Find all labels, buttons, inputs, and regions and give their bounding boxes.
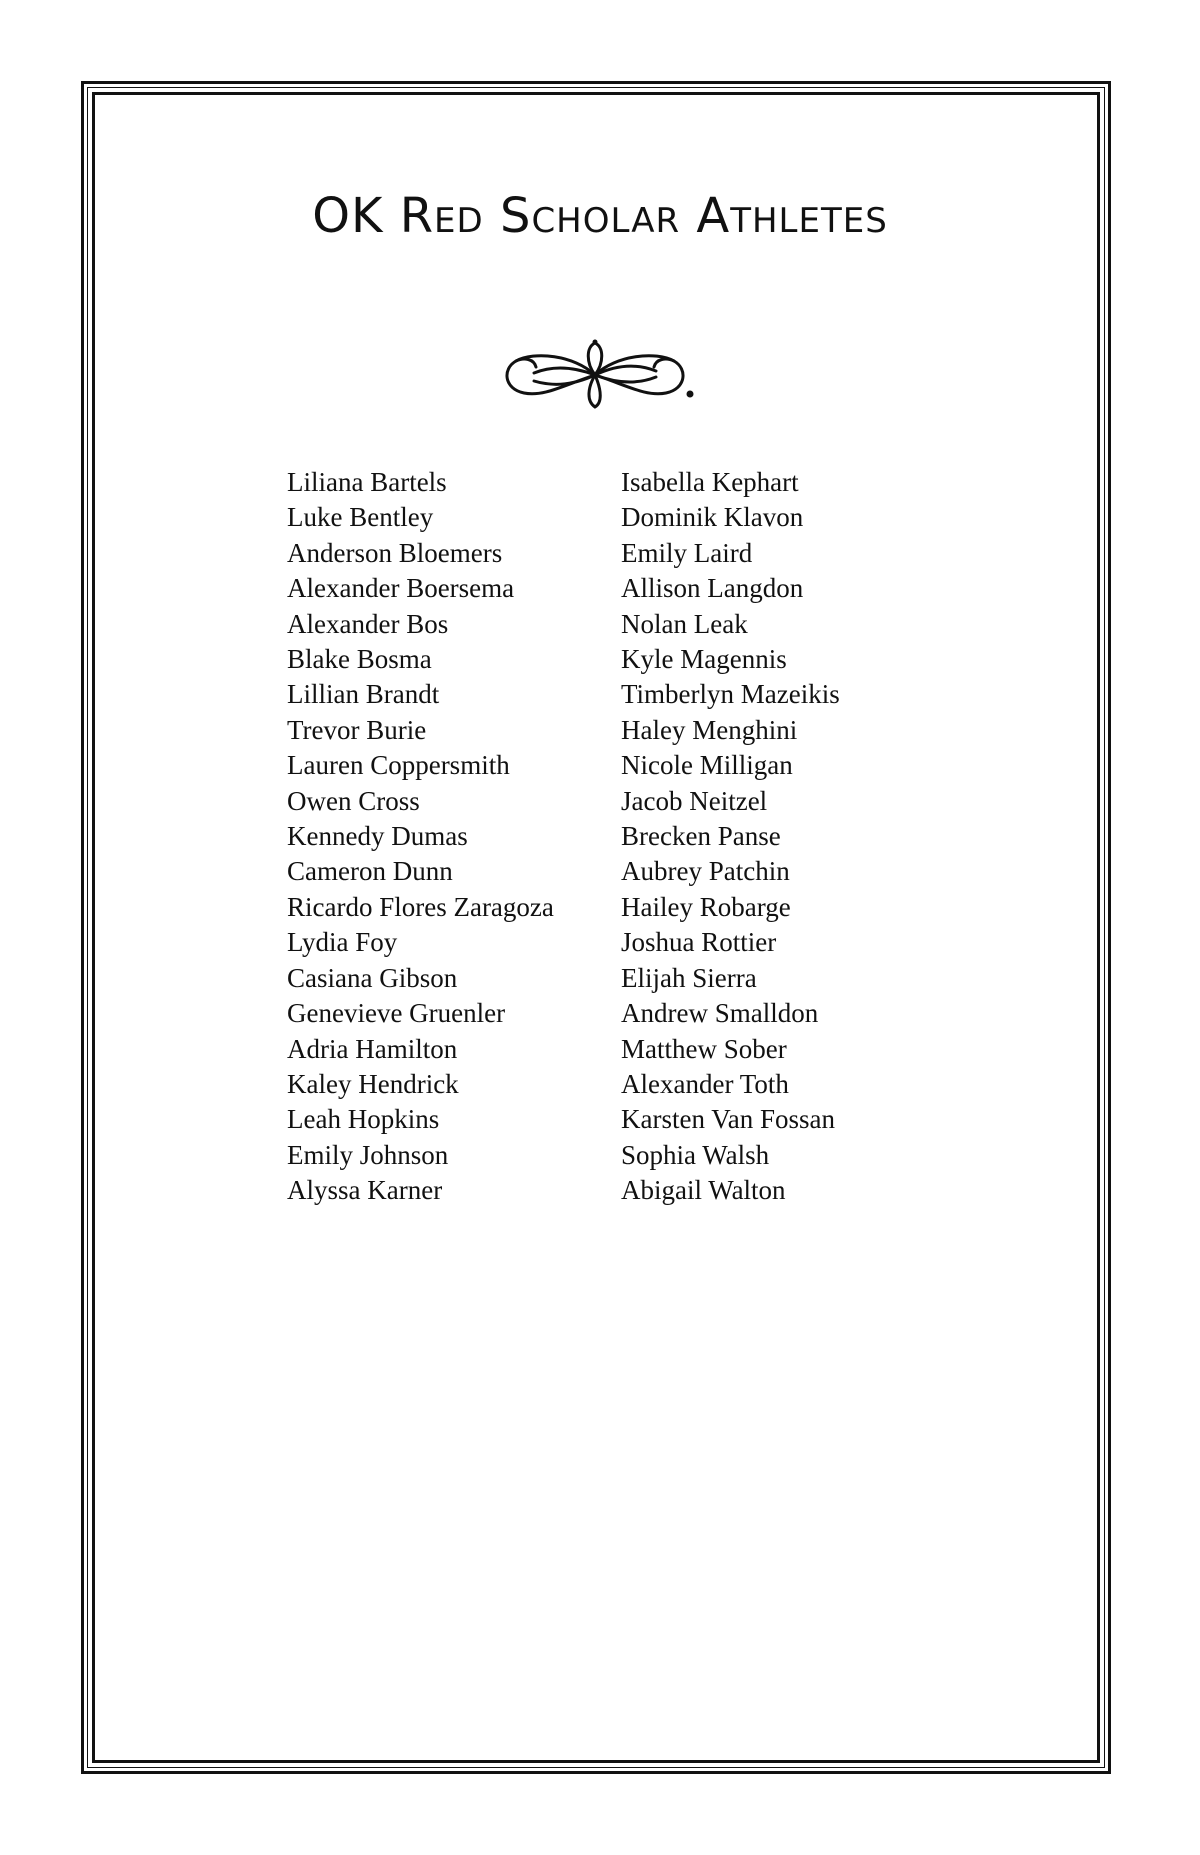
athlete-name: Alexander Toth xyxy=(621,1068,789,1099)
athlete-name: Lillian Brandt xyxy=(287,679,440,710)
athlete-name: Sophia Walsh xyxy=(621,1139,770,1170)
athlete-name: Allison Langdon xyxy=(621,573,804,604)
athlete-name: Isabella Kephart xyxy=(621,467,799,497)
athlete-name: Nolan Leak xyxy=(621,608,748,639)
athlete-name: Genevieve Gruenler xyxy=(287,998,506,1029)
athlete-name: Hailey Robarge xyxy=(621,891,791,922)
athlete-name: Adria Hamilton xyxy=(287,1033,458,1064)
athlete-name: Alyssa Karner xyxy=(287,1175,443,1206)
athlete-name: Casiana Gibson xyxy=(287,962,458,993)
athlete-name: Blake Bosma xyxy=(287,644,432,675)
athlete-name: Ricardo Flores Zaragoza xyxy=(287,891,554,922)
athlete-name: Luke Bentley xyxy=(287,502,434,533)
athlete-name: Andrew Smalldon xyxy=(621,998,819,1029)
athlete-name: Alexander Bos xyxy=(287,608,449,639)
names-column-right xyxy=(621,465,840,1209)
athlete-name: Owen Cross xyxy=(287,785,420,816)
athlete-name: Lydia Foy xyxy=(287,927,398,958)
athlete-name: Abigail Walton xyxy=(621,1175,786,1206)
athlete-name: Timberlyn Mazeikis xyxy=(621,679,840,710)
scroll-flourish-icon xyxy=(494,337,696,412)
athlete-name: Cameron Dunn xyxy=(287,856,453,887)
athlete-name: Brecken Panse xyxy=(621,821,781,852)
athlete-name: Liliana Bartels xyxy=(287,467,447,497)
athlete-name: Jacob Neitzel xyxy=(621,785,768,816)
athlete-name: Elijah Sierra xyxy=(621,962,757,993)
athlete-name: Dominik Klavon xyxy=(621,502,804,533)
athlete-name: Matthew Sober xyxy=(621,1033,787,1064)
athlete-name: Karsten Van Fossan xyxy=(621,1104,835,1135)
athlete-name: Kennedy Dumas xyxy=(287,821,468,852)
athlete-name: Emily Laird xyxy=(621,537,753,568)
athlete-name: Kyle Magennis xyxy=(621,644,787,675)
athlete-name: Aubrey Patchin xyxy=(621,856,790,887)
athlete-name: Kaley Hendrick xyxy=(287,1068,459,1099)
athlete-name: Anderson Bloemers xyxy=(287,537,503,568)
athlete-name: Leah Hopkins xyxy=(287,1104,440,1135)
athlete-name: Lauren Coppersmith xyxy=(287,750,510,781)
athlete-name: Joshua Rottier xyxy=(621,927,777,958)
page-title: OK Red Scholar Athletes xyxy=(312,188,888,244)
athlete-name: Alexander Boersema xyxy=(287,573,515,604)
names-column-left xyxy=(287,465,554,1209)
athlete-name: Emily Johnson xyxy=(287,1139,449,1170)
athlete-name: Haley Menghini xyxy=(621,714,798,745)
athlete-name: Trevor Burie xyxy=(287,714,427,745)
athlete-name: Nicole Milligan xyxy=(621,750,793,781)
